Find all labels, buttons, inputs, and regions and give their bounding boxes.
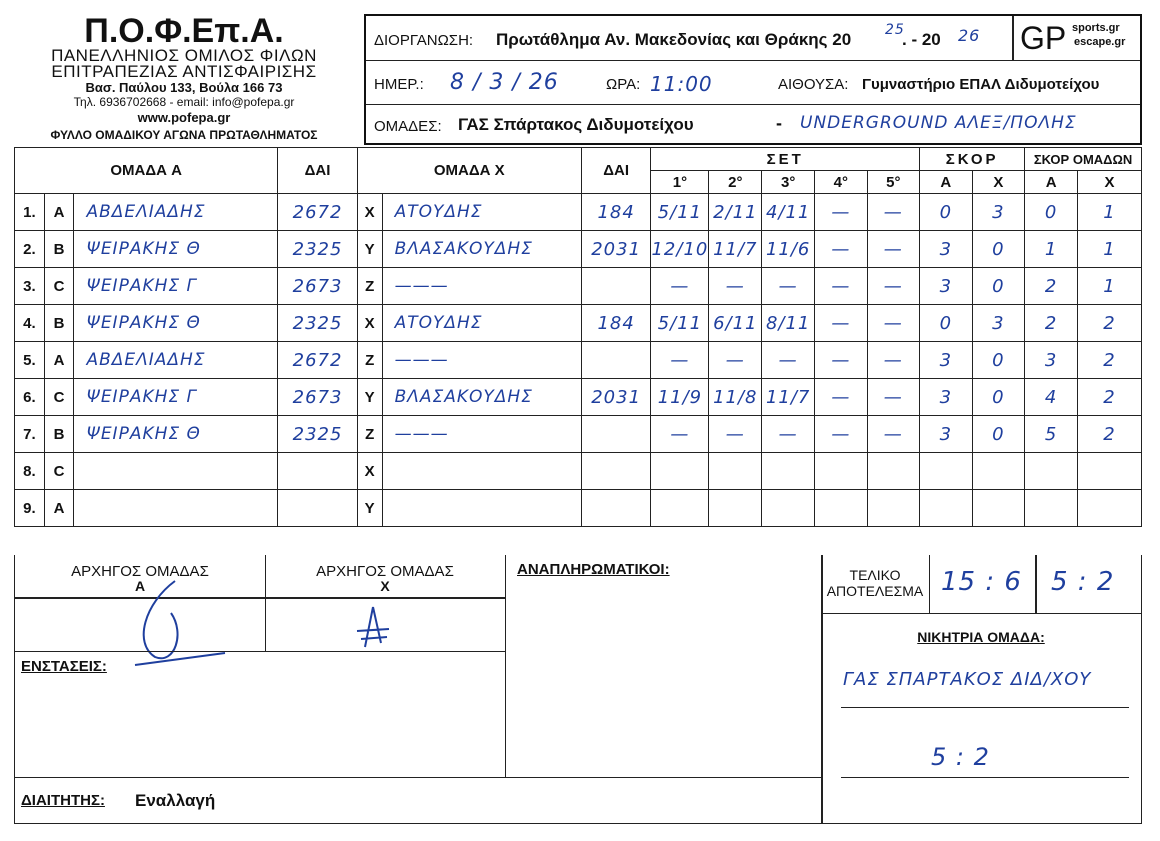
team-score-x: 1 (1078, 268, 1142, 305)
table-row (15, 379, 1142, 416)
team-score-x (1078, 490, 1142, 527)
game-score-a: 3 (920, 416, 973, 453)
table-row (15, 268, 1142, 305)
col-team-score: ΣΚΟΡ ΟΜΑΔΩΝ (1025, 148, 1142, 171)
set-5-score: — (867, 194, 919, 231)
player-x-rating (581, 453, 651, 490)
org-address: Βασ. Παύλου 133, Βούλα 166 73 (85, 80, 283, 95)
set-1-score: — (651, 342, 709, 379)
set-5-score: — (867, 231, 919, 268)
game-score-x (972, 490, 1025, 527)
date-value: 8 / 3 / 26 (450, 70, 559, 95)
time-value: 11:00 (650, 72, 713, 96)
player-x-rating (581, 416, 651, 453)
winner-label: ΝΙΚΗΤΡΙΑ ΟΜΑΔΑ: (917, 629, 1045, 645)
set-3-score: — (762, 342, 815, 379)
player-x-position: Z (357, 416, 382, 453)
player-x-name: ΒΛΑΣΑΚΟΥΔΗΣ (382, 231, 581, 268)
player-a-rating: 2325 (278, 231, 358, 268)
set-2-score: 6/11 (709, 305, 762, 342)
player-a-position: B (44, 305, 74, 342)
set-1-score: 5/11 (651, 194, 709, 231)
player-x-position: Y (357, 490, 382, 527)
org-name-line1: ΠΑΝΕΛΛΗΝΙΟΣ ΟΜΙΛΟΣ ΦΙΛΩΝ (51, 46, 317, 65)
set-1-score (651, 490, 709, 527)
game-score-a: 3 (920, 268, 973, 305)
player-x-position: Z (357, 268, 382, 305)
captain-a-team: A (134, 578, 146, 594)
set-1-score: 5/11 (651, 305, 709, 342)
col-sets: ΣΕΤ (651, 148, 920, 171)
captain-x-team: X (380, 578, 390, 594)
table-row (15, 490, 1142, 527)
set-1-score: 11/9 (651, 379, 709, 416)
row-number: 4. (15, 305, 45, 342)
winner-value: ΓΑΣ ΣΠΑΡΤΑΚΟΣ ΔΙΔ/ΧΟΥ (843, 669, 1092, 690)
referee-label: ΔΙΑΙΤΗΤΗΣ: (21, 792, 105, 809)
team-a-name: ΓΑΣ Σπάρτακος Διδυμοτείχου (458, 115, 694, 134)
player-x-position: Y (357, 379, 382, 416)
set-5-score (867, 453, 919, 490)
game-score-x: 0 (972, 342, 1025, 379)
row-number: 3. (15, 268, 45, 305)
team-score-x: 2 (1078, 342, 1142, 379)
col-team-score-x: X (1078, 171, 1142, 194)
player-a-name: ΨΕΙΡΑΚΗΣ Θ (74, 231, 278, 268)
set-4-score: — (815, 268, 867, 305)
player-x-rating (581, 268, 651, 305)
team-score-x: 2 (1078, 416, 1142, 453)
player-a-rating: 2673 (278, 379, 358, 416)
col-dai-a: ΔΑΙ (278, 148, 358, 194)
team-score-a: 5 (1025, 416, 1078, 453)
set-5-score: — (867, 379, 919, 416)
game-score-x: 0 (972, 379, 1025, 416)
game-score-a: 0 (920, 305, 973, 342)
set-4-score: — (815, 379, 867, 416)
set-1-score: — (651, 268, 709, 305)
row-number: 9. (15, 490, 45, 527)
match-info-box (364, 14, 1142, 145)
table-row (15, 305, 1142, 342)
player-a-rating: 2325 (278, 305, 358, 342)
set-5-score: — (867, 305, 919, 342)
date-label: ΗΜΕΡ.: (374, 76, 424, 93)
player-a-name: ΨΕΙΡΑΚΗΣ Γ (74, 268, 278, 305)
player-a-position: C (44, 268, 74, 305)
set-3-score: 11/7 (762, 379, 815, 416)
player-a-position: C (44, 379, 74, 416)
player-a-name: ΑΒΔΕΛΙΑΔΗΣ (74, 342, 278, 379)
player-x-name: ΑΤΟΥΔΗΣ (382, 305, 581, 342)
col-team-a: ΟΜΑΔΑ A (15, 148, 278, 194)
set-1-score (651, 453, 709, 490)
game-score-x: 0 (972, 231, 1025, 268)
season-start: 25 (885, 22, 905, 38)
player-x-name (382, 490, 581, 527)
substitutes-label: ΑΝΑΠΛΗΡΩΜΑΤΙΚΟΙ: (517, 561, 670, 578)
set-3-score (762, 453, 815, 490)
team-score-a: 4 (1025, 379, 1078, 416)
table-row (15, 453, 1142, 490)
captain-a-label: ΑΡΧΗΓΟΣ ΟΜΑΔΑΣ (71, 563, 209, 580)
logo-sports: sports.gr (1072, 22, 1120, 34)
game-score-x: 0 (972, 416, 1025, 453)
player-a-rating: 2672 (278, 194, 358, 231)
player-x-name: ΒΛΑΣΑΚΟΥΔΗΣ (382, 379, 581, 416)
team-score-x: 1 (1078, 231, 1142, 268)
player-x-position: X (357, 305, 382, 342)
set-2-score: — (709, 416, 762, 453)
team-score-a: 0 (1025, 194, 1078, 231)
col-score: ΣΚΟΡ (920, 148, 1025, 171)
set-3-score (762, 490, 815, 527)
table-row (15, 194, 1142, 231)
table-row (15, 231, 1142, 268)
player-x-rating: 2031 (581, 379, 651, 416)
row-number: 7. (15, 416, 45, 453)
set-5-score: — (867, 342, 919, 379)
game-score-a: 3 (920, 342, 973, 379)
game-score-x: 3 (972, 194, 1025, 231)
set-2-score: 11/8 (709, 379, 762, 416)
player-x-position: Y (357, 231, 382, 268)
season-end: 26 (958, 26, 981, 45)
player-a-position: A (44, 490, 74, 527)
col-set-5: 5° (867, 171, 919, 194)
substitutes-box (505, 555, 821, 777)
final-result-box (821, 555, 1141, 614)
player-x-name: ——— (382, 268, 581, 305)
player-a-rating (278, 453, 358, 490)
org-contact: Τηλ. 6936702668 - email: info@pofepa.gr (73, 95, 295, 109)
org-name-line2: ΕΠΙΤΡΑΠΕΖΙΑΣ ΑΝΤΙΣΦΑΙΡΙΣΗΣ (51, 62, 317, 81)
team-x-name: UNDERGROUND ΑΛΕΞ/ΠΟΛΗΣ (800, 113, 1077, 133)
row-number: 2. (15, 231, 45, 268)
final-matches-score: 5 : 2 (1051, 567, 1115, 597)
set-5-score: — (867, 268, 919, 305)
set-3-score: 11/6 (762, 231, 815, 268)
team-score-a: 3 (1025, 342, 1078, 379)
match-sheet (14, 14, 1142, 824)
game-score-a: 3 (920, 231, 973, 268)
player-a-rating: 2325 (278, 416, 358, 453)
set-4-score: — (815, 231, 867, 268)
final-label-1: ΤΕΛΙΚΟ (849, 567, 901, 583)
logo-escape: escape.gr (1074, 36, 1126, 48)
player-x-name (382, 453, 581, 490)
winner-score: 5 : 2 (931, 743, 990, 771)
player-a-position: A (44, 342, 74, 379)
game-score-x (972, 453, 1025, 490)
captain-x-label: ΑΡΧΗΓΟΣ ΟΜΑΔΑΣ (316, 563, 454, 580)
captain-x-box (265, 555, 506, 651)
hall-label: ΑΙΘΟΥΣΑ: (778, 76, 849, 93)
org-header (14, 14, 354, 144)
set-2-score: 11/7 (709, 231, 762, 268)
col-dai-x: ΔΑΙ (581, 148, 651, 194)
set-3-score: — (762, 416, 815, 453)
organizer-label: ΔΙΟΡΓΑΝΩΣΗ: (374, 32, 474, 49)
player-a-name: ΨΕΙΡΑΚΗΣ Γ (74, 379, 278, 416)
player-x-rating: 184 (581, 305, 651, 342)
col-set-2: 2° (709, 171, 762, 194)
team-score-x (1078, 453, 1142, 490)
col-team-x: ΟΜΑΔΑ X (357, 148, 581, 194)
col-set-1: 1° (651, 171, 709, 194)
referee-box (15, 777, 821, 824)
col-score-x: X (972, 171, 1025, 194)
row-number: 5. (15, 342, 45, 379)
player-x-name: ΑΤΟΥΔΗΣ (382, 194, 581, 231)
col-set-4: 4° (815, 171, 867, 194)
col-team-score-a: A (1025, 171, 1078, 194)
row-number: 8. (15, 453, 45, 490)
set-2-score: — (709, 268, 762, 305)
set-4-score: — (815, 416, 867, 453)
team-separator: - (776, 113, 782, 133)
set-1-score: 12/10 (651, 231, 709, 268)
player-a-name: ΨΕΙΡΑΚΗΣ Θ (74, 416, 278, 453)
player-x-rating (581, 490, 651, 527)
player-x-name: ——— (382, 342, 581, 379)
set-1-score: — (651, 416, 709, 453)
time-label: ΩΡΑ: (606, 76, 641, 93)
player-x-rating: 2031 (581, 231, 651, 268)
set-4-score (815, 453, 867, 490)
game-score-a (920, 453, 973, 490)
set-3-score: 4/11 (762, 194, 815, 231)
player-a-position: A (44, 194, 74, 231)
set-2-score: 2/11 (709, 194, 762, 231)
bottom-section (14, 555, 1142, 824)
sheet-title: ΦΥΛΛΟ ΟΜΑΔΙΚΟΥ ΑΓΩΝΑ ΠΡΩΤΑΘΛΗΜΑΤΟΣ (50, 128, 318, 142)
table-row (15, 416, 1142, 453)
player-a-position: B (44, 416, 74, 453)
game-score-a (920, 490, 973, 527)
player-x-position: X (357, 453, 382, 490)
set-4-score (815, 490, 867, 527)
team-score-x: 1 (1078, 194, 1142, 231)
referee-value: Εναλλαγή (135, 791, 216, 810)
organizer-value: Πρωτάθλημα Αν. Μακεδονίας και Θράκης 20 (496, 30, 852, 49)
game-score-a: 0 (920, 194, 973, 231)
col-score-a: A (920, 171, 973, 194)
objections-box (15, 651, 506, 778)
table-row (15, 342, 1142, 379)
team-score-a (1025, 490, 1078, 527)
player-a-name: ΨΕΙΡΑΚΗΣ Θ (74, 305, 278, 342)
set-3-score: — (762, 268, 815, 305)
player-x-rating (581, 342, 651, 379)
game-score-a: 3 (920, 379, 973, 416)
col-set-3: 3° (762, 171, 815, 194)
objections-label: ΕΝΣΤΑΣΕΙΣ: (21, 658, 107, 675)
set-4-score: — (815, 342, 867, 379)
set-2-score (709, 453, 762, 490)
final-label-2: ΑΠΟΤΕΛΕΣΜΑ (826, 583, 924, 599)
team-score-x: 2 (1078, 379, 1142, 416)
set-5-score (867, 490, 919, 527)
teams-label: ΟΜΑΔΕΣ: (374, 118, 442, 135)
player-a-name (74, 490, 278, 527)
player-a-position: B (44, 231, 74, 268)
set-4-score: — (815, 305, 867, 342)
game-score-x: 0 (972, 268, 1025, 305)
set-2-score (709, 490, 762, 527)
team-score-a (1025, 453, 1078, 490)
org-website: www.pofepa.gr (137, 110, 231, 125)
player-x-position: X (357, 194, 382, 231)
winner-box (821, 613, 1141, 823)
player-x-rating: 184 (581, 194, 651, 231)
season-separator: . - 20 (902, 30, 941, 49)
captain-a-box (15, 555, 266, 651)
player-a-rating: 2672 (278, 342, 358, 379)
match-table (14, 147, 1142, 527)
team-score-x: 2 (1078, 305, 1142, 342)
final-sets-score: 15 : 6 (941, 567, 1022, 597)
row-number: 1. (15, 194, 45, 231)
team-score-a: 1 (1025, 231, 1078, 268)
player-a-rating (278, 490, 358, 527)
set-5-score: — (867, 416, 919, 453)
set-4-score: — (815, 194, 867, 231)
player-x-position: Z (357, 342, 382, 379)
player-a-position: C (44, 453, 74, 490)
team-score-a: 2 (1025, 268, 1078, 305)
hall-value: Γυμναστήριο ΕΠΑΛ Διδυμοτείχου (862, 76, 1100, 93)
team-score-a: 2 (1025, 305, 1078, 342)
player-a-name: ΑΒΔΕΛΙΑΔΗΣ (74, 194, 278, 231)
player-x-name: ——— (382, 416, 581, 453)
set-2-score: — (709, 342, 762, 379)
game-score-x: 3 (972, 305, 1025, 342)
row-number: 6. (15, 379, 45, 416)
org-acronym: Π.Ο.Φ.Επ.Α. (84, 12, 284, 50)
logo-gp: GP (1020, 20, 1067, 56)
set-3-score: 8/11 (762, 305, 815, 342)
player-a-rating: 2673 (278, 268, 358, 305)
player-a-name (74, 453, 278, 490)
